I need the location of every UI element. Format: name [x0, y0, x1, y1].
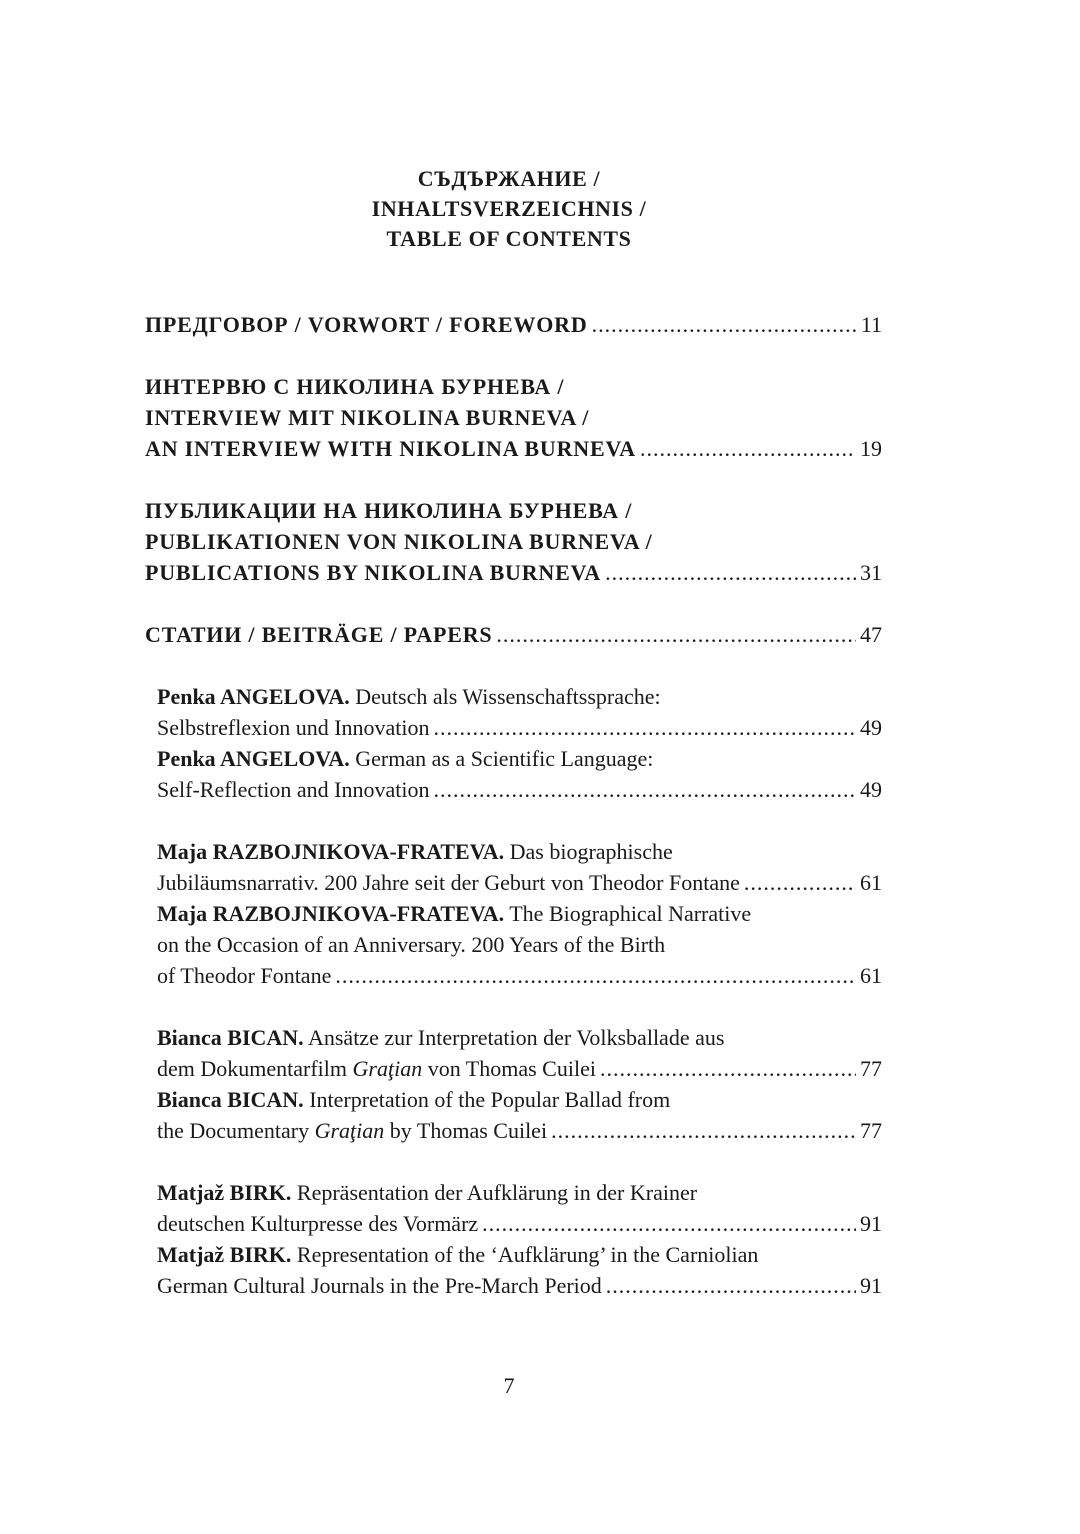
section-label-line: PUBLIKATIONEN VON NIKOLINA BURNEVA / [145, 529, 653, 554]
toc-section-papers [145, 619, 882, 650]
article-title: Deutsch als Wissenschaftssprache: [349, 684, 661, 709]
toc-article-entry [157, 1022, 882, 1084]
toc-article-entry [157, 1239, 882, 1301]
article-page-number: 77 [860, 1118, 882, 1143]
leader-dots [600, 1053, 856, 1084]
article-title: The Biographical Narrative [504, 901, 752, 926]
article-title: Interpretation of the Popular Ballad from [303, 1087, 671, 1112]
article-page-number: 49 [860, 777, 882, 802]
toc-section-publications [145, 495, 882, 588]
leader-dots [640, 433, 856, 464]
section-page-number: 11 [860, 312, 882, 337]
toc-title [0, 164, 1018, 254]
article-page-number: 61 [860, 870, 882, 895]
article-page-number: 91 [860, 1273, 882, 1298]
toc-article-entry [157, 1177, 882, 1239]
toc-article-entry [157, 743, 882, 805]
article-title: Representation of the ‘Aufklärung’ in the Carniolian [291, 1242, 759, 1267]
toc-section-interview [145, 371, 882, 464]
table-of-contents [145, 309, 882, 1301]
article-author: Matjaž BIRK. [157, 1242, 292, 1267]
section-page-number: 47 [860, 622, 882, 647]
article-page-number: 77 [860, 1056, 882, 1081]
film-title: Graţian [352, 1056, 423, 1081]
article-author: Penka ANGELOVA. [157, 746, 350, 771]
section-label-line: ИНТЕРВЮ С НИКОЛИНА БУРНЕВА / [145, 374, 565, 399]
toc-article-entry [157, 1084, 882, 1146]
leader-dots [496, 619, 856, 650]
toc-article-entry [157, 898, 882, 991]
section-label-line: INTERVIEW MIT NIKOLINA BURNEVA / [145, 405, 590, 430]
leader-dots [482, 1208, 856, 1239]
article-title: Self-Reflection and Innovation [157, 777, 430, 802]
article-list [145, 681, 882, 1301]
article-page-number: 61 [860, 963, 882, 988]
article-author: Bianca BICAN. [157, 1087, 304, 1112]
leader-dots [335, 960, 856, 991]
article-title: Das biographische [504, 839, 673, 864]
toc-title-line-1: СЪДЪРЖАНИЕ / [417, 166, 601, 191]
leader-dots [434, 712, 856, 743]
page-number: 7 [503, 1373, 515, 1398]
article-title: dem Dokumentarfilm [157, 1056, 353, 1081]
section-label-line: ПУБЛИКАЦИИ НА НИКОЛИНА БУРНЕВА / [145, 498, 633, 523]
article-author: Maja RAZBOJNIKOVA-FRATEVA. [157, 839, 505, 864]
toc-section-foreword [145, 309, 882, 340]
article-author: Bianca BICAN. [157, 1025, 304, 1050]
article-title: Jubiläumsnarrativ. 200 Jahre seit der Geburt von Theodor Fontane [157, 870, 740, 895]
leader-dots [433, 774, 856, 805]
article-title: von Thomas Cuilei [422, 1056, 596, 1081]
toc-article-entry [157, 681, 882, 743]
article-page-number: 49 [860, 715, 882, 740]
article-title: the Documentary [157, 1118, 315, 1143]
article-author: Maja RAZBOJNIKOVA-FRATEVA. [157, 901, 505, 926]
section-page-number: 19 [860, 436, 882, 461]
leader-dots [592, 309, 857, 340]
section-label: СТАТИИ / BEITRÄGE / PAPERS [145, 622, 493, 647]
article-author: Matjaž BIRK. [157, 1180, 292, 1205]
toc-article-entry [157, 836, 882, 898]
article-title: deutschen Kulturpresse des Vormärz [157, 1211, 479, 1236]
leader-dots [744, 867, 856, 898]
film-title: Graţian [314, 1118, 385, 1143]
toc-title-line-2: INHALTSVERZEICHNIS / [371, 196, 647, 221]
article-title: on the Occasion of an Anniversary. 200 Years of the Birth [157, 932, 666, 957]
section-label-line: PUBLICATIONS BY NIKOLINA BURNEVA [145, 560, 602, 585]
article-title: Selbstreflexion und Innovation [157, 715, 430, 740]
article-author: Penka ANGELOVA. [157, 684, 350, 709]
article-title: Ansätze zur Interpretation der Volksballade aus [303, 1025, 725, 1050]
section-label: ПРЕДГОВОР / VORWORT / FOREWORD [145, 312, 588, 337]
article-title: of Theodor Fontane [157, 963, 332, 988]
article-title: German Cultural Journals in the Pre-March Period [157, 1273, 602, 1298]
section-page-number: 31 [860, 560, 882, 585]
section-label-line: AN INTERVIEW WITH NIKOLINA BURNEVA [145, 436, 636, 461]
article-page-number: 91 [860, 1211, 882, 1236]
article-title: Repräsentation der Aufklärung in der Krainer [291, 1180, 698, 1205]
leader-dots [605, 557, 856, 588]
leader-dots [551, 1115, 856, 1146]
article-title: by Thomas Cuilei [384, 1118, 548, 1143]
leader-dots [606, 1270, 856, 1301]
article-title: German as a Scientific Language: [349, 746, 654, 771]
toc-title-line-3: TABLE OF CONTENTS [386, 226, 632, 251]
